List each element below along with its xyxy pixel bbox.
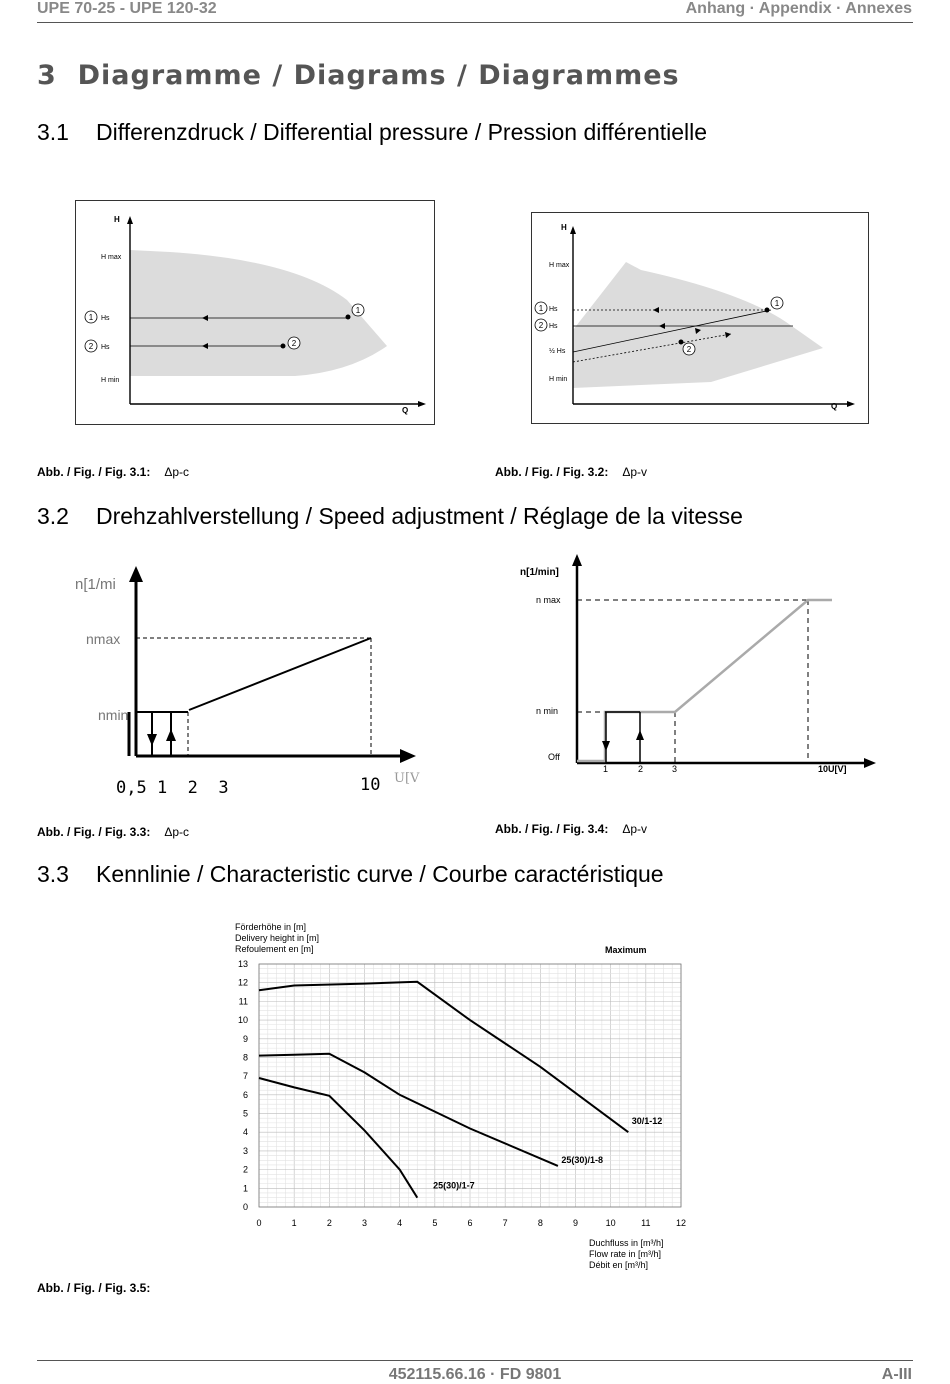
off-label: Off bbox=[548, 752, 560, 762]
series-label: 25(30)/1-8 bbox=[561, 1155, 603, 1166]
y-tick-label: 2 bbox=[242, 1164, 248, 1175]
tick-labels-low: 0,5 1 2 3 bbox=[116, 778, 229, 798]
x-tick-label: 7 bbox=[502, 1218, 508, 1228]
hmax-label: H max bbox=[549, 262, 570, 269]
tick-2: 2 bbox=[638, 764, 644, 774]
section-3-1-heading bbox=[37, 119, 708, 146]
hmax-label: H max bbox=[101, 254, 122, 261]
subsection-number: 3.1 bbox=[37, 119, 69, 145]
tick-10-unit: 10U[V] bbox=[818, 764, 847, 774]
characteristic-curve-chart bbox=[220, 915, 720, 1275]
figure-3-1-delta-p-c bbox=[75, 200, 435, 425]
circle-2-legend: 2 bbox=[538, 321, 544, 330]
footer-page-number: A-III bbox=[881, 1366, 912, 1383]
hs2-label: Hs bbox=[549, 323, 558, 330]
y-tick-label: 8 bbox=[242, 1052, 248, 1063]
x-tick-label: 9 bbox=[572, 1218, 579, 1228]
x-tick-label: 3 bbox=[361, 1218, 368, 1228]
x-tick-label: 10 bbox=[605, 1218, 616, 1228]
y-axis-label: Förderhöhe in [m] bbox=[235, 922, 307, 932]
x-tick-label: 11 bbox=[641, 1218, 651, 1228]
subsection-number: 3.3 bbox=[37, 861, 69, 887]
y-tick-label: 7 bbox=[242, 1071, 248, 1082]
caption-fig-3-4: Abb. / Fig. / Fig. 3.4: Δp-v bbox=[495, 822, 648, 836]
x-tick-label: 6 bbox=[467, 1218, 473, 1228]
footer-doc-number: 452115.66.16 · FD 9801 bbox=[388, 1366, 562, 1383]
circle-2-label: 2 bbox=[686, 345, 692, 354]
header-left: UPE 70-25 - UPE 120-32 bbox=[37, 0, 217, 17]
x-tick-label: 2 bbox=[326, 1218, 332, 1228]
hs1-label: Hs bbox=[101, 315, 110, 322]
subsection-title: Differenzdruck / Differential pressure / Pression différentielle bbox=[96, 119, 708, 145]
axis-u-label: U[V bbox=[394, 771, 420, 786]
hmin-label: H min bbox=[101, 377, 120, 384]
x-axis-label: Flow rate in [m³/h] bbox=[589, 1249, 662, 1259]
circle-1-legend: 1 bbox=[538, 304, 544, 313]
section-3-3-heading bbox=[37, 861, 664, 888]
header-right: Anhang · Appendix · Annexes bbox=[685, 0, 912, 17]
chart-title: Maximum bbox=[605, 945, 647, 955]
y-axis-label: Delivery height in [m] bbox=[235, 933, 320, 943]
axis-h-label: H bbox=[561, 223, 567, 232]
subsection-number: 3.2 bbox=[37, 503, 69, 529]
hmin-label: H min bbox=[549, 376, 568, 383]
caption-fig-3-1: Abb. / Fig. / Fig. 3.1: Δp-c bbox=[37, 465, 190, 479]
axis-n-label: n[1/mi bbox=[75, 576, 116, 593]
y-tick-label: 4 bbox=[242, 1127, 248, 1138]
hs2-label: Hs bbox=[101, 344, 110, 351]
y-tick-label: 3 bbox=[242, 1145, 248, 1156]
figure-3-3-speed-delta-p-c bbox=[70, 560, 430, 805]
y-tick-label: 9 bbox=[242, 1033, 248, 1044]
x-axis-label: Duchfluss in [m³/h] bbox=[589, 1238, 664, 1248]
y-tick-label: 10 bbox=[237, 1015, 248, 1026]
caption-fig-3-3: Abb. / Fig. / Fig. 3.3: Δp-c bbox=[37, 825, 190, 839]
section-3-2-heading bbox=[37, 503, 743, 530]
figure-3-2-delta-p-v bbox=[531, 212, 869, 424]
axis-q-label: Q bbox=[402, 406, 409, 415]
caption-fig-3-5: Abb. / Fig. / Fig. 3.5: bbox=[37, 1281, 151, 1295]
circle-2-label: 2 bbox=[291, 339, 297, 348]
axis-n-label: n[1/min] bbox=[520, 567, 559, 578]
hs1-label: Hs bbox=[549, 306, 558, 313]
x-tick-label: 4 bbox=[397, 1218, 403, 1228]
header-rule bbox=[37, 22, 913, 23]
caption-fig-3-2: Abb. / Fig. / Fig. 3.2: Δp-v bbox=[495, 465, 648, 479]
figure-3-4-speed-delta-p-v bbox=[510, 552, 880, 782]
y-tick-label: 5 bbox=[242, 1108, 248, 1119]
nmax-label: nmax bbox=[86, 631, 121, 647]
circle-1-label: 1 bbox=[355, 306, 361, 315]
x-tick-label: 5 bbox=[432, 1218, 438, 1228]
chart-labels bbox=[235, 922, 686, 1270]
x-tick-label: 0 bbox=[256, 1218, 262, 1228]
y-tick-label: 11 bbox=[238, 996, 248, 1007]
circle-1-legend: 1 bbox=[88, 313, 94, 322]
circle-1-label: 1 bbox=[774, 299, 780, 308]
x-tick-label: 1 bbox=[291, 1218, 297, 1228]
nmin-label: nmin bbox=[98, 707, 129, 723]
series-label: 30/1-12 bbox=[631, 1115, 663, 1126]
half-hs-label: ½ Hs bbox=[549, 348, 566, 355]
axis-h-label: H bbox=[114, 215, 120, 224]
subsection-title: Kennlinie / Characteristic curve / Courbe caractéristique bbox=[96, 861, 664, 887]
x-tick-label: 12 bbox=[675, 1218, 687, 1228]
x-axis-label: Débit en [m³/h] bbox=[589, 1260, 649, 1270]
subsection-title: Drehzahlverstellung / Speed adjustment / Réglage de la vitesse bbox=[96, 503, 743, 529]
y-axis-label: Refoulement en [m] bbox=[235, 944, 314, 954]
tick-label-10: 10 bbox=[360, 775, 381, 795]
y-tick-label: 6 bbox=[242, 1089, 248, 1100]
nmin-label: n min bbox=[536, 706, 559, 716]
tick-1: 1 bbox=[603, 764, 609, 774]
series-label: 25(30)/1-7 bbox=[433, 1180, 475, 1191]
tick-3: 3 bbox=[672, 764, 678, 774]
axis-q-label: Q bbox=[831, 402, 838, 411]
footer-rule bbox=[37, 1360, 913, 1361]
y-tick-label: 0 bbox=[242, 1202, 248, 1212]
section-title: Diagramme / Diagrams / Diagrammes bbox=[77, 60, 680, 91]
x-tick-label: 8 bbox=[537, 1218, 543, 1228]
section-3-heading bbox=[37, 60, 680, 91]
y-tick-label: 1 bbox=[242, 1183, 248, 1194]
y-tick-label: 13 bbox=[237, 959, 248, 969]
nmax-label: n max bbox=[536, 595, 561, 605]
y-tick-label: 12 bbox=[237, 977, 248, 988]
section-number: 3 bbox=[37, 60, 57, 91]
circle-2-legend: 2 bbox=[88, 342, 94, 351]
chart-grid bbox=[259, 964, 681, 1207]
